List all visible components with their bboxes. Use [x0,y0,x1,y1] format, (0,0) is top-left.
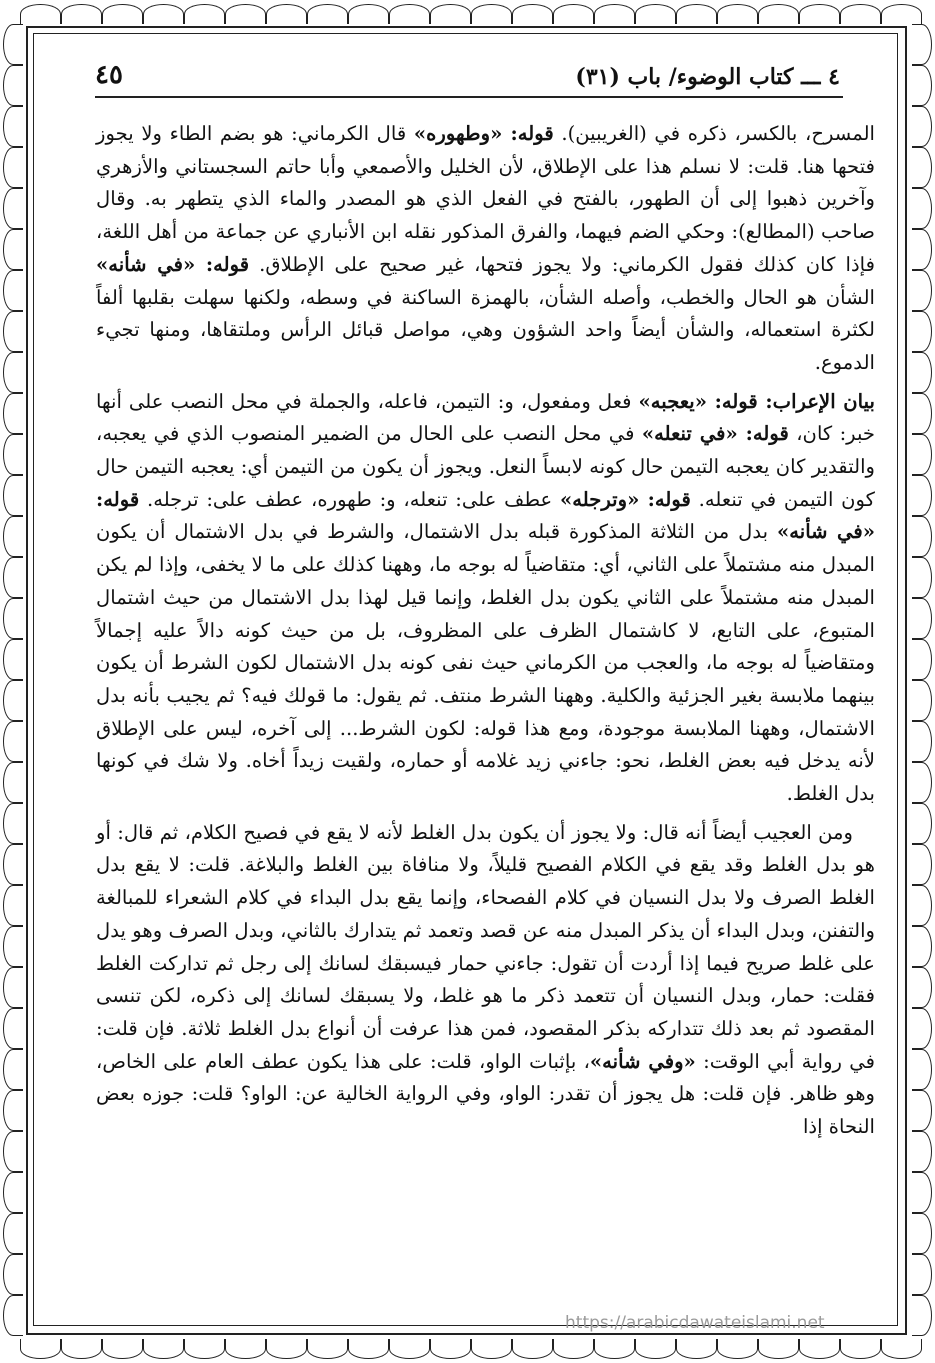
ornament-arc [912,639,932,680]
left-ornament-border [3,24,23,1336]
ornament-arc [912,311,932,352]
ornament-arc [3,475,23,516]
ornament-arc [3,926,23,967]
ornament-arc [912,270,932,311]
ornament-arc [912,1254,932,1295]
ornament-arc [3,557,23,598]
ornament-arc [635,1339,676,1359]
ornament-arc [512,1339,553,1359]
bold-keyword: بيان الإعراب: [757,389,875,413]
ornament-arc [676,4,717,24]
ornament-arc [102,1339,143,1359]
ornament-arc [912,1172,932,1213]
ornament-arc [3,106,23,147]
ornament-arc [912,1213,932,1254]
ornament-arc [912,229,932,270]
ornament-arc [840,4,881,24]
ornament-arc [594,4,635,24]
ornament-arc [799,1339,840,1359]
ornament-arc [799,4,840,24]
ornament-arc [717,1339,758,1359]
ornament-arc [3,598,23,639]
ornament-arc [225,1339,266,1359]
ornament-arc [389,4,430,24]
text-run: الشأن هو الحال والخطب، وأصله الشأن، بالهمزة الساكنة في وسطه، ولكنها سهلت بقلبها ألفاً لكثرة استعماله، والشأن أيضاً واحد الشؤون وهي، مواصل قبائل الرأس وملتقاها، ومنها تجيء الدموع. [96,285,875,374]
ornament-arc [3,680,23,721]
ornament-arc [912,844,932,885]
ornament-arc [912,1131,932,1172]
ornament-arc [389,1339,430,1359]
ornament-arc [3,229,23,270]
text-run: المسرح، بالكسر، ذكره في (الغريبين). [553,122,875,145]
ornament-arc [3,1049,23,1090]
ornament-arc [3,147,23,188]
page-header [95,58,840,94]
ornament-arc [3,1295,23,1336]
ornament-arc [20,1339,61,1359]
ornament-arc [912,1090,932,1131]
ornament-arc [471,4,512,24]
ornament-arc [3,803,23,844]
ornament-arc [3,311,23,352]
ornament-arc [3,516,23,557]
ornament-arc [912,926,932,967]
ornament-arc [3,1131,23,1172]
ornament-arc [348,4,389,24]
ornament-arc [912,557,932,598]
ornament-arc [430,1339,471,1359]
text-run: بدل من الثلاثة المذكورة قبله بدل الاشتمال، والشرط في بدل الاشتمال أن يكون المبدل منه مشتملاً على الثاني، أي: متقاضياً له بوجه ما، وههنا كذلك على ما لا يخفى، وإذا لم يكن المبدل منه مشتملاً على الثاني يكون بدل الغلط، وإنما قيل لهذا بدل الاشتمال من حيث اشتمال المتبوع، على التابع، لا كاشتمال الظرف على المظروف، بل من حيث كونه دالاً عليه إجمالاً ومتقاضياً له بوجه ما، والعجب من الكرماني حيث نفى كونه بدل الاشتمال لكون الشرط أن يكون بينهما ملابسة بغير الجزئية والكلية. وههنا الشرط منتف. ثم يقول: ما قولك فيه؟ ثم يجيب بأنه بدل الاشتمال، وههنا الملابسة موجودة، ومع هذا قوله: لكون الشرط... إلى آخره، ليس على الإطلاق لأنه يدخل فيه بعض الغلط، نحو: جاءني زيد غلامه أو حماره، ولقيت زيداً أخاه. ولا شك في كونها بدل الغلط. [96,520,875,806]
text-run: قال الكرماني: هو بضم الطاء ولا يجوز فتحها هنا. قلت: لا نسلم هذا على الإطلاق، لأن الخليل والأصمعي وأبا حاتم السجستاني والأزهري وآخرين ذهبوا إلى أن الطهور، بالفتح في الفعل الذي هو المصدر والماء الذي يتطهر به. وقال صاحب (المطالع): وحكي الضم فيهما، والفرق المذكور نقله ابن الأنباري عن جماعة من أهل اللغة، فإذا كان كذلك فقول الكرماني: ولا يجوز فتحها، غير صحيح على الإطلاق. [96,122,876,276]
bold-keyword: قوله: «وطهوره» [413,122,554,145]
right-ornament-border [912,24,932,1336]
ornament-arc [912,721,932,762]
ornament-arc [3,885,23,926]
text-run: ومن العجيب أيضاً أنه قال: ولا يجوز أن يكون بدل الغلط لأنه لا يقع في فصيح الكلام، ثم قال: أو هو بدل الغلط وقد يقع في الكلام الفصيح قليلاً، ولا منافاة بين الغلط والبلاغة. قلت: لا يقع بدل الغلط الصرف ولا بدل النسيان في كلام الفصحاء، وإنما يقع بدل البداء في كلام الشعراء للمبالغة والتفنن، وبدل البداء أن يذكر المبدل منه عن قصد وتعمد ثم يتدارك بالثاني، وبدل الصرف وهو يدل على غلط صريح فيما إذا أردت أن تقول: جاءني حمار فيسبقك لسانك إلى رجل ثم تداركت الغلط فقلت: حمار، وبدل النسيان أن تتعمد ذكر ما هو غلط، ولا يسبقك لسانك إلى ذكره، لكن تنسى المقصود ثم بعد ذلك تتداركه بذكر المقصود، فمن هذا عرفت أن أنواع بدل الغلط ثلاثة. فإن قلت: في رواية أبي الوقت: [96,820,875,1073]
ornament-arc [3,393,23,434]
ornament-arc [3,1172,23,1213]
ornament-arc [471,1339,512,1359]
ornament-arc [758,4,799,24]
ornament-arc [881,4,922,24]
bold-keyword: قوله: «في شأنه» [96,252,250,276]
ornament-arc [512,4,553,24]
ornament-arc [912,885,932,926]
bold-keyword: قوله: «يعجبه» [638,389,758,413]
ornament-arc [912,24,932,65]
ornament-arc [912,762,932,803]
page-body [96,118,875,1144]
ornament-arc [184,4,225,24]
ornament-arc [553,1339,594,1359]
ornament-arc [3,1008,23,1049]
ornament-arc [594,1339,635,1359]
ornament-arc [3,1254,23,1295]
ornament-arc [912,803,932,844]
ornament-arc [3,844,23,885]
ornament-arc [348,1339,389,1359]
ornament-arc [3,434,23,475]
ornament-arc [225,4,266,24]
ornament-arc [3,352,23,393]
ornament-arc [881,1339,922,1359]
ornament-arc [307,1339,348,1359]
ornament-arc [3,65,23,106]
ornament-arc [912,967,932,1008]
text-run: ، بإثبات الواو، قلت: على هذا يكون عطف العام على الخاص، وهو ظاهر. فإن قلت: هل يجوز أن تقدر: الواو، وفي الرواية الخالية عن: الواو؟ قلت: جوزه بعض النحاة إذا [96,1049,875,1139]
ornament-arc [184,1339,225,1359]
ornament-arc [307,4,348,24]
ornament-arc [3,1213,23,1254]
body-paragraph [96,817,875,1144]
ornament-arc [3,24,23,65]
ornament-arc [143,1339,184,1359]
text-run: عطف على: تنعله، و: طهوره، عطف على: ترجله. [139,487,560,511]
ornament-arc [3,762,23,803]
ornament-arc [912,188,932,229]
ornament-arc [912,434,932,475]
ornament-arc [61,4,102,24]
body-paragraph [96,386,875,811]
ornament-arc [912,393,932,434]
bottom-ornament-border [20,1339,922,1359]
ornament-arc [912,475,932,516]
text-run: في محل النصب على الحال من الضمير المنصوب الذي في يعجبه، والتقدير كان يعجبه التيمن حال كونه لابساً النعل. ويجوز أن يكون من التيمن أي: يعجبه التيمن حال كون التيمن في تنعله. [96,422,876,511]
ornament-arc [3,1090,23,1131]
ornament-arc [912,352,932,393]
ornament-arc [143,4,184,24]
ornament-arc [61,1339,102,1359]
page-number: ٤٥ [95,60,123,90]
ornament-arc [430,4,471,24]
ornament-arc [553,4,594,24]
ornament-arc [912,1049,932,1090]
text-run: فعل ومفعول، و: التيمن، فاعله، والجملة في محل النصب على أنها خبر: كان، [96,389,876,446]
top-ornament-border [20,4,922,24]
ornament-arc [912,65,932,106]
ornament-arc [102,4,143,24]
bold-keyword: «وفي شأنه» [589,1049,696,1073]
ornament-arc [3,967,23,1008]
ornament-arc [840,1339,881,1359]
watermark-url: https://arabicdawateislami.net [565,1313,825,1333]
ornament-arc [3,270,23,311]
ornament-arc [717,4,758,24]
ornament-arc [20,4,61,24]
ornament-arc [266,1339,307,1359]
bold-keyword: قوله: «في شأنه» [96,487,875,544]
ornament-arc [912,1295,932,1336]
ornament-arc [912,106,932,147]
ornament-arc [912,1008,932,1049]
running-title: ٤ ـــ كتاب الوضوء/ باب (٣١) [575,64,840,90]
ornament-arc [3,639,23,680]
ornament-arc [635,4,676,24]
bold-keyword: قوله: «في تنعله» [641,422,789,446]
body-paragraph [96,118,875,380]
ornament-arc [912,598,932,639]
header-rule [95,96,843,98]
ornament-arc [912,680,932,721]
ornament-arc [266,4,307,24]
ornament-arc [3,721,23,762]
bold-keyword: قوله: «وترجله» [560,487,691,511]
ornament-arc [758,1339,799,1359]
ornament-arc [3,188,23,229]
ornament-arc [676,1339,717,1359]
ornament-arc [912,147,932,188]
ornament-arc [912,516,932,557]
